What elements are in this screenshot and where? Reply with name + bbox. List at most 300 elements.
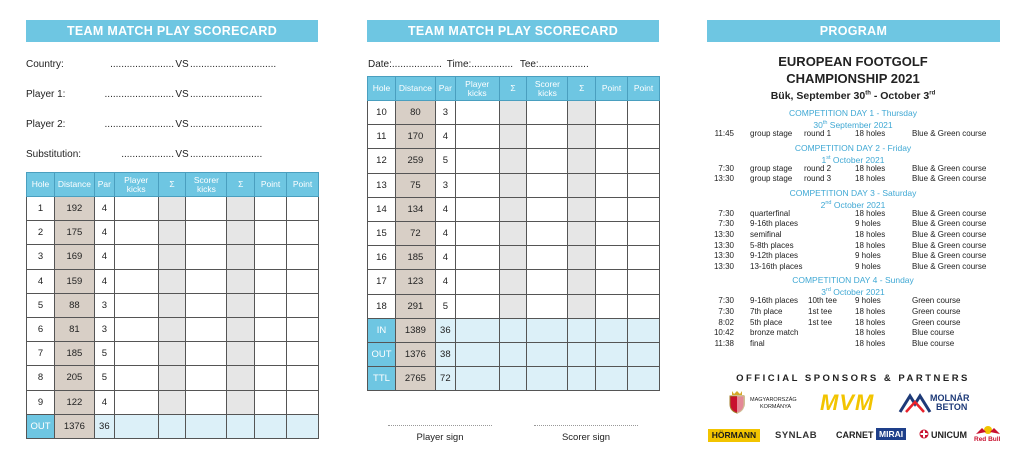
scorer-kicks-cell[interactable] — [527, 149, 568, 173]
hole-distance: 185 — [395, 246, 435, 270]
point-cell[interactable] — [287, 293, 319, 317]
scorer-sum-cell[interactable] — [227, 342, 255, 366]
point-cell[interactable] — [287, 366, 319, 390]
event-course: Blue & Green course — [912, 129, 987, 138]
player-sign-line[interactable] — [388, 425, 492, 426]
summary-distance: 1376 — [395, 342, 435, 366]
team-a-entry[interactable]: ......................... — [104, 119, 174, 130]
date-field[interactable]: .................. — [391, 59, 442, 70]
scorer-sum-cell[interactable] — [568, 125, 596, 149]
hole-row — [27, 269, 319, 293]
column-header: Scorer kicks — [186, 173, 227, 197]
hole-distance: 192 — [54, 197, 94, 221]
player-sum-cell[interactable] — [158, 390, 186, 414]
point-cell[interactable] — [287, 245, 319, 269]
summary-cell[interactable] — [499, 342, 527, 366]
event-holes: 18 holes — [855, 240, 886, 250]
scorer-sum-cell[interactable] — [227, 197, 255, 221]
player-sum-cell[interactable] — [499, 173, 527, 197]
player-kicks-cell[interactable] — [455, 125, 499, 149]
time-field[interactable]: ............... — [471, 59, 514, 70]
hole-par: 4 — [435, 125, 455, 149]
logo-synlab: SYNLAB — [775, 430, 818, 441]
player-sum-cell[interactable] — [158, 342, 186, 366]
player-sum-cell[interactable] — [158, 245, 186, 269]
column-header: Point — [287, 173, 319, 197]
point-cell[interactable] — [628, 125, 660, 149]
column-header: Scorer kicks — [527, 77, 568, 101]
scorer-kicks-cell[interactable] — [186, 269, 227, 293]
summary-cell[interactable] — [596, 318, 628, 342]
team-a-entry[interactable]: ................... — [121, 149, 174, 160]
event-name: final — [750, 338, 765, 348]
hole-row — [27, 293, 319, 317]
summary-par: 38 — [435, 342, 455, 366]
event-time: 7:30 — [718, 296, 734, 306]
hole-distance: 123 — [395, 270, 435, 294]
player-kicks-cell[interactable] — [455, 101, 499, 125]
player-sum-cell[interactable] — [499, 101, 527, 125]
scorer-sum-cell[interactable] — [568, 294, 596, 318]
summary-label: OUT — [27, 414, 55, 438]
scorer-sum-cell[interactable] — [568, 149, 596, 173]
event-holes: 9 holes — [855, 261, 881, 271]
hole-number: 7 — [27, 342, 55, 366]
event-course: Blue & Green course — [912, 251, 987, 261]
scorer-sign-line[interactable] — [534, 425, 638, 426]
hole-par: 5 — [435, 294, 455, 318]
event-holes: 9 holes — [855, 219, 881, 229]
date-time-tee-line — [368, 59, 589, 70]
scorer-sum-cell[interactable] — [568, 173, 596, 197]
point-cell[interactable] — [628, 246, 660, 270]
summary-par: 36 — [94, 414, 114, 438]
scorer-kicks-cell[interactable] — [527, 246, 568, 270]
player-kicks-cell[interactable] — [455, 270, 499, 294]
player-kicks-cell[interactable] — [114, 390, 158, 414]
event-holes: 18 holes — [855, 129, 886, 138]
player-kicks-cell[interactable] — [455, 173, 499, 197]
point-cell[interactable] — [596, 294, 628, 318]
hole-number: 18 — [368, 294, 396, 318]
point-cell[interactable] — [628, 294, 660, 318]
summary-cell[interactable] — [227, 414, 255, 438]
field-row — [26, 59, 276, 70]
point-cell[interactable] — [596, 125, 628, 149]
event-holes: 18 holes — [855, 208, 886, 218]
hole-par: 5 — [94, 366, 114, 390]
player-kicks-cell[interactable] — [114, 197, 158, 221]
scorer-kicks-cell[interactable] — [186, 342, 227, 366]
point-cell[interactable] — [596, 270, 628, 294]
summary-cell[interactable] — [455, 342, 499, 366]
player-kicks-cell[interactable] — [114, 293, 158, 317]
hole-par: 4 — [94, 197, 114, 221]
event-name: quarterfinal — [750, 208, 791, 218]
point-cell[interactable] — [628, 221, 660, 245]
logo-red-bull: Red Bull — [974, 436, 1001, 443]
event-time: 7:30 — [718, 307, 734, 316]
point-cell[interactable] — [255, 221, 287, 245]
column-header: Distance — [395, 77, 435, 101]
scorer-sign-label: Scorer sign — [561, 432, 611, 443]
point-cell[interactable] — [255, 366, 287, 390]
field-label: Player 1: — [26, 89, 66, 100]
hole-row — [368, 173, 660, 197]
summary-cell[interactable] — [186, 414, 227, 438]
hole-distance: 159 — [54, 269, 94, 293]
summary-cell[interactable] — [568, 342, 596, 366]
hole-number: 9 — [27, 390, 55, 414]
summary-cell[interactable] — [527, 318, 568, 342]
event-holes: 18 holes — [855, 338, 886, 348]
summary-label: TTL — [368, 367, 396, 391]
player-sum-cell[interactable] — [158, 293, 186, 317]
vs-label: VS — [175, 149, 189, 160]
hole-distance: 72 — [395, 221, 435, 245]
column-header: Σ — [499, 77, 527, 101]
point-cell[interactable] — [628, 149, 660, 173]
point-cell[interactable] — [287, 221, 319, 245]
program-header: PROGRAM — [707, 20, 1000, 42]
event-holes: 9 holes — [855, 251, 881, 261]
hole-row — [27, 366, 319, 390]
field-row — [26, 119, 262, 130]
hole-row — [27, 221, 319, 245]
molnar-beton-icon — [898, 392, 932, 414]
summary-distance: 2765 — [395, 367, 435, 391]
event-detail: round 3 — [804, 174, 832, 184]
event-holes: 18 holes — [855, 163, 886, 173]
point-cell[interactable] — [596, 173, 628, 197]
scorer-sum-cell[interactable] — [568, 246, 596, 270]
hole-par: 4 — [435, 197, 455, 221]
point-cell[interactable] — [287, 197, 319, 221]
player-sum-cell[interactable] — [158, 366, 186, 390]
team-a-entry[interactable]: ....................... — [110, 59, 174, 70]
scorer-sum-cell[interactable] — [227, 317, 255, 341]
tee-field[interactable]: .................. — [538, 59, 589, 70]
left-scorecard-header: TEAM MATCH PLAY SCORECARD — [26, 20, 318, 42]
column-header: Player kicks — [455, 77, 499, 101]
hole-distance: 88 — [54, 293, 94, 317]
event-course: Green course — [912, 317, 961, 327]
summary-cell[interactable] — [114, 414, 158, 438]
summary-cell[interactable] — [568, 367, 596, 391]
hole-number: 1 — [27, 197, 55, 221]
hole-par: 5 — [435, 149, 455, 173]
player-sum-cell[interactable] — [499, 221, 527, 245]
point-cell[interactable] — [255, 293, 287, 317]
event-time: 11:38 — [714, 338, 734, 348]
hole-par: 4 — [435, 221, 455, 245]
competition-day-date: 30th September 2021 — [813, 119, 893, 130]
summary-distance: 1376 — [54, 414, 94, 438]
scorer-kicks-cell[interactable] — [527, 197, 568, 221]
player-kicks-cell[interactable] — [455, 197, 499, 221]
vs-label: VS — [175, 89, 189, 100]
point-cell[interactable] — [596, 197, 628, 221]
hole-par: 4 — [94, 245, 114, 269]
column-header: Σ — [158, 173, 186, 197]
column-header: Player kicks — [114, 173, 158, 197]
player-kicks-cell[interactable] — [114, 221, 158, 245]
hole-distance: 169 — [54, 245, 94, 269]
scorer-kicks-cell[interactable] — [527, 270, 568, 294]
hole-distance: 291 — [395, 294, 435, 318]
hole-distance: 205 — [54, 366, 94, 390]
tee-label: Tee: — [519, 59, 539, 70]
summary-cell[interactable] — [527, 342, 568, 366]
scorer-sum-cell[interactable] — [227, 366, 255, 390]
summary-cell[interactable] — [158, 414, 186, 438]
scorer-sum-cell[interactable] — [227, 390, 255, 414]
player-sum-cell[interactable] — [158, 221, 186, 245]
competition-day-title: COMPETITION DAY 4 - Sunday — [792, 275, 914, 286]
hole-par: 4 — [94, 269, 114, 293]
field-row — [26, 89, 262, 100]
logo-unicum: UNICUM — [931, 430, 967, 440]
hole-row — [27, 390, 319, 414]
competition-day-title: COMPETITION DAY 2 - Friday — [794, 142, 912, 153]
left-scorecard-table — [26, 172, 319, 439]
summary-distance: 1389 — [395, 318, 435, 342]
scorer-kicks-cell[interactable] — [527, 221, 568, 245]
event-time: 13:30 — [713, 174, 734, 184]
field-label: Country: — [26, 59, 64, 70]
event-detail: round 2 — [804, 163, 832, 173]
player-sum-cell[interactable] — [499, 270, 527, 294]
field-label: Substitution: — [26, 149, 82, 160]
hole-row — [368, 270, 660, 294]
event-holes: 9 holes — [855, 296, 881, 306]
summary-cell[interactable] — [499, 318, 527, 342]
player-kicks-cell[interactable] — [114, 342, 158, 366]
event-course: Blue & Green course — [912, 163, 987, 173]
scorer-sum-cell[interactable] — [227, 293, 255, 317]
event-course: Green course — [912, 296, 961, 306]
team-b-entry[interactable]: ............................... — [190, 59, 277, 70]
summary-cell[interactable] — [628, 367, 660, 391]
hole-par: 3 — [435, 173, 455, 197]
point-cell[interactable] — [628, 197, 660, 221]
vs-label: VS — [175, 59, 189, 70]
summary-row — [368, 318, 660, 342]
player-sum-cell[interactable] — [499, 197, 527, 221]
event-holes: 18 holes — [855, 317, 886, 327]
player-kicks-cell[interactable] — [455, 149, 499, 173]
hole-distance: 170 — [395, 125, 435, 149]
hole-row — [27, 197, 319, 221]
point-cell[interactable] — [287, 317, 319, 341]
hungary-coat-of-arms-icon — [728, 390, 746, 414]
point-cell[interactable] — [596, 246, 628, 270]
summary-cell[interactable] — [568, 318, 596, 342]
player-sum-cell[interactable] — [158, 317, 186, 341]
logo-mvm: MVM — [820, 390, 875, 415]
scorer-kicks-cell[interactable] — [527, 294, 568, 318]
point-cell[interactable] — [255, 245, 287, 269]
player-kicks-cell[interactable] — [114, 317, 158, 341]
sponsors-title: OFFICIAL SPONSORS & PARTNERS — [736, 373, 970, 384]
logo-magyarorszag-kormanya: MAGYARORSZÁG KORMÁNYA — [750, 397, 797, 410]
scorer-kicks-cell[interactable] — [186, 245, 227, 269]
event-course: Blue & Green course — [912, 230, 987, 239]
player-sum-cell[interactable] — [499, 246, 527, 270]
event-holes: 18 holes — [855, 174, 886, 184]
hole-number: 14 — [368, 197, 396, 221]
point-cell[interactable] — [255, 390, 287, 414]
hole-number: 17 — [368, 270, 396, 294]
hole-distance: 81 — [54, 317, 94, 341]
hole-row — [368, 101, 660, 125]
player-kicks-cell[interactable] — [114, 269, 158, 293]
player-kicks-cell[interactable] — [455, 294, 499, 318]
summary-cell[interactable] — [527, 367, 568, 391]
hole-par: 4 — [435, 270, 455, 294]
event-time: 7:30 — [718, 219, 734, 229]
point-cell[interactable] — [287, 342, 319, 366]
hole-number: 13 — [368, 173, 396, 197]
summary-cell[interactable] — [287, 414, 319, 438]
scorer-kicks-cell[interactable] — [186, 197, 227, 221]
hole-number: 3 — [27, 245, 55, 269]
hole-distance: 80 — [395, 101, 435, 125]
point-cell[interactable] — [255, 269, 287, 293]
event-name: 13-16th places — [750, 261, 803, 271]
point-cell[interactable] — [628, 173, 660, 197]
summary-cell[interactable] — [596, 342, 628, 366]
middle-scorecard-header: TEAM MATCH PLAY SCORECARD — [367, 20, 659, 42]
hole-number: 11 — [368, 125, 396, 149]
summary-cell[interactable] — [628, 342, 660, 366]
scorer-kicks-cell[interactable] — [186, 293, 227, 317]
point-cell[interactable] — [287, 390, 319, 414]
competition-day-date: 3rd October 2021 — [821, 287, 885, 298]
team-b-entry[interactable]: .......................... — [190, 119, 263, 130]
point-cell[interactable] — [255, 342, 287, 366]
summary-cell[interactable] — [499, 367, 527, 391]
scorer-sum-cell[interactable] — [568, 270, 596, 294]
point-cell[interactable] — [255, 197, 287, 221]
point-cell[interactable] — [628, 101, 660, 125]
hole-number: 10 — [368, 101, 396, 125]
event-detail: round 1 — [804, 129, 832, 138]
event-time: 13:30 — [713, 240, 734, 250]
event-course: Green course — [912, 307, 961, 316]
player-sum-cell[interactable] — [499, 125, 527, 149]
column-header: Point — [628, 77, 660, 101]
scorer-sum-cell[interactable] — [568, 101, 596, 125]
summary-label: IN — [368, 318, 396, 342]
team-a-entry[interactable]: ......................... — [104, 89, 174, 100]
scorer-sum-cell[interactable] — [227, 245, 255, 269]
summary-cell[interactable] — [455, 367, 499, 391]
logo-molnar-beton: MOLNÁR BETON — [930, 393, 970, 412]
hole-par: 4 — [435, 246, 455, 270]
point-cell[interactable] — [596, 149, 628, 173]
point-cell[interactable] — [596, 221, 628, 245]
scorer-kicks-cell[interactable] — [527, 125, 568, 149]
summary-cell[interactable] — [628, 318, 660, 342]
column-header: Σ — [568, 77, 596, 101]
hole-row — [27, 317, 319, 341]
summary-cell[interactable] — [596, 367, 628, 391]
competition-day-title: COMPETITION DAY 3 - Saturday — [789, 187, 917, 198]
scorer-kicks-cell[interactable] — [186, 366, 227, 390]
summary-row — [27, 414, 319, 438]
hole-row — [368, 197, 660, 221]
event-time: 13:30 — [713, 251, 734, 261]
vs-label: VS — [175, 119, 189, 130]
scorer-kicks-cell[interactable] — [527, 101, 568, 125]
scorer-kicks-cell[interactable] — [186, 317, 227, 341]
player-sum-cell[interactable] — [158, 197, 186, 221]
event-name: group stage — [750, 163, 793, 173]
summary-par: 36 — [435, 318, 455, 342]
column-header: Σ — [227, 173, 255, 197]
player-kicks-cell[interactable] — [114, 245, 158, 269]
hole-distance: 134 — [395, 197, 435, 221]
event-time: 8:02 — [718, 317, 734, 327]
hole-distance: 175 — [54, 221, 94, 245]
point-cell[interactable] — [255, 317, 287, 341]
player-sum-cell[interactable] — [158, 269, 186, 293]
hole-par: 3 — [94, 317, 114, 341]
scorer-sum-cell[interactable] — [227, 269, 255, 293]
player-sum-cell[interactable] — [499, 294, 527, 318]
scorer-kicks-cell[interactable] — [186, 390, 227, 414]
event-name: group stage — [750, 129, 793, 138]
player-sign-label: Player sign — [416, 432, 464, 443]
column-header: Distance — [54, 173, 94, 197]
summary-cell[interactable] — [455, 318, 499, 342]
logo-hormann: HÖRMANN — [708, 429, 760, 442]
hole-par: 4 — [94, 390, 114, 414]
team-b-entry[interactable]: .......................... — [190, 149, 263, 160]
hole-number: 12 — [368, 149, 396, 173]
column-header: Par — [94, 173, 114, 197]
hole-par: 4 — [94, 221, 114, 245]
player-sum-cell[interactable] — [499, 149, 527, 173]
hole-row — [27, 245, 319, 269]
scorer-kicks-cell[interactable] — [527, 173, 568, 197]
scorer-sum-cell[interactable] — [568, 221, 596, 245]
event-name: bronze match — [750, 328, 799, 338]
summary-label: OUT — [368, 342, 396, 366]
point-cell[interactable] — [596, 101, 628, 125]
point-cell[interactable] — [287, 269, 319, 293]
hole-row — [368, 149, 660, 173]
event-time: 10:42 — [713, 328, 734, 338]
scorer-sum-cell[interactable] — [227, 221, 255, 245]
player-kicks-cell[interactable] — [455, 246, 499, 270]
hole-row — [368, 125, 660, 149]
scorer-kicks-cell[interactable] — [186, 221, 227, 245]
player-kicks-cell[interactable] — [114, 366, 158, 390]
hole-number: 5 — [27, 293, 55, 317]
team-b-entry[interactable]: .......................... — [190, 89, 263, 100]
hole-number: 2 — [27, 221, 55, 245]
red-bull-icon — [975, 424, 1001, 436]
player-kicks-cell[interactable] — [455, 221, 499, 245]
summary-row — [368, 367, 660, 391]
point-cell[interactable] — [628, 270, 660, 294]
summary-cell[interactable] — [255, 414, 287, 438]
field-label: Player 2: — [26, 119, 66, 130]
middle-scorecard-table — [367, 76, 660, 391]
scorer-sum-cell[interactable] — [568, 197, 596, 221]
